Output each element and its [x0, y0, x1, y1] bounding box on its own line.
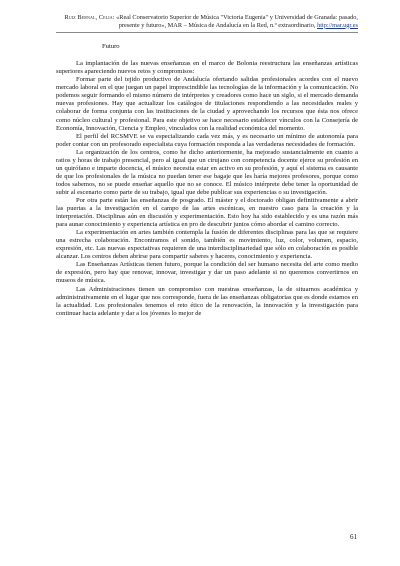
paragraph: La experimentación en artes también contempla la fusión de diferentes disciplinas para las que se requiere una estrecha colaboración. Encontramos el sonido, también es movimiento, luz, color, volumen, espacio, expresión, etc. Las nuevas expectativas requieren de una interdisciplinariedad que sólo en colaboración es posible alcanzar. Los centros deben abrirse para compartir saberes y haceres, conocimiento y experiencia.: [56, 229, 358, 261]
header-author: Ruiz Bernal, Celia:: [64, 14, 115, 21]
header-citation: «Real Conservatorio Superior de Música "Victoria Eugenia" y Universidad de Granada: pasado, presente y futuro», MAR – Música de Andalucía en la Red, n.º extraordinario,: [116, 14, 358, 29]
header-url-link[interactable]: http://mar.ugr.es: [317, 21, 358, 29]
paragraph: Formar parte del tejido productivo de Andalucía ofertando salidas profesionales acordes con el nuevo mercado laboral en el que juegan un papel imprescindible las tecnologías de la información y la comunicación. No podemos seguir formando el mismo número de intérpretes y creadores como hace un siglo, si el mercado demanda nuevas profesiones. Hay que actualizar los catálogos de titulaciones respondiendo a las necesidades reales y colaborar de forma conjunta con las instituciones de la ciudad y aprovechando los recursos que ésta nos ofrece como núcleo cultural y profesional. Para este objetivo se hace necesario establecer vínculos con la Consejería de Economía, Innovación, Ciencia y Empleo, vinculados con la realidad económica del momento.: [56, 76, 358, 132]
paragraph: La implantación de las nuevas enseñanzas en el marco de Bolonia reestructura las enseñanzas artísticas superiores apareciendo nuevos retos y compromisos:: [56, 60, 358, 76]
body-text: [56, 60, 358, 318]
header-divider: [56, 32, 358, 33]
paragraph: Por otra parte están las enseñanzas de posgrado. El máster y el doctorado obligan definitivamente a abrir las puertas a la investigación en el campo de las artes escénicas, en nuestro caso para la creación y la interpretación. Disciplinas aún en discusión y experimentación. Esto hoy ha sido establecido y es una razón más para aunar conocimiento y experiencia artística en pro de descubrir juntos cómo abordar el camino correcto.: [56, 196, 358, 229]
running-header: [56, 14, 358, 29]
page-number: 61: [350, 533, 357, 541]
paragraph: Las Administraciones tienen un compromiso con nuestras enseñanzas, la de situarnos académica y administrativamente en el lugar que nos corresponde, fuera de las enseñanzas obligatorias que es donde estamos en la actualidad. Los profesionales tenemos el reto ético de la renovación, la innovación y la investigación para continuar hacia adelante y dar a los jóvenes lo mejor de: [56, 285, 358, 317]
paragraph: La organización de los centros, como he dicho anteriormente, ha mejorado sustancialmente en cuanto a ratios y horas de trabajo presencial, pero al igual que un cirujano con competencia docente ejerce su profesión en un quirófano e imparte docencia, el músico necesita estar en activo en su profesión, y aquí el sistema es causante de que los profesionales de la música no puedan tener ese bagaje que les haría mejores profesores, porque como todos sabemos, no se puede enseñar aquello que no se conoce. El músico intérprete debe tener la oportunidad de subir al escenario como parte de su trabajo, igual que debe publicar sus experiencias o su investigación.: [56, 148, 358, 196]
paragraph: Las Enseñanzas Artísticas tienen futuro, porque la condición del ser humano necesita del arte como medio de expresión, pero hay que renovar, innovar, investigar y dar un paso adelante si no queremos convertirnos en museos de música.: [56, 261, 358, 285]
paragraph: El perfil del RCSMVE se va especializando cada vez más, y es necesario un mínimo de autonomía para poder contar con un profesorado especialista cuya formación responda a las verdaderas necesidades de formación.: [56, 132, 358, 148]
section-title: Futuro: [102, 43, 120, 51]
